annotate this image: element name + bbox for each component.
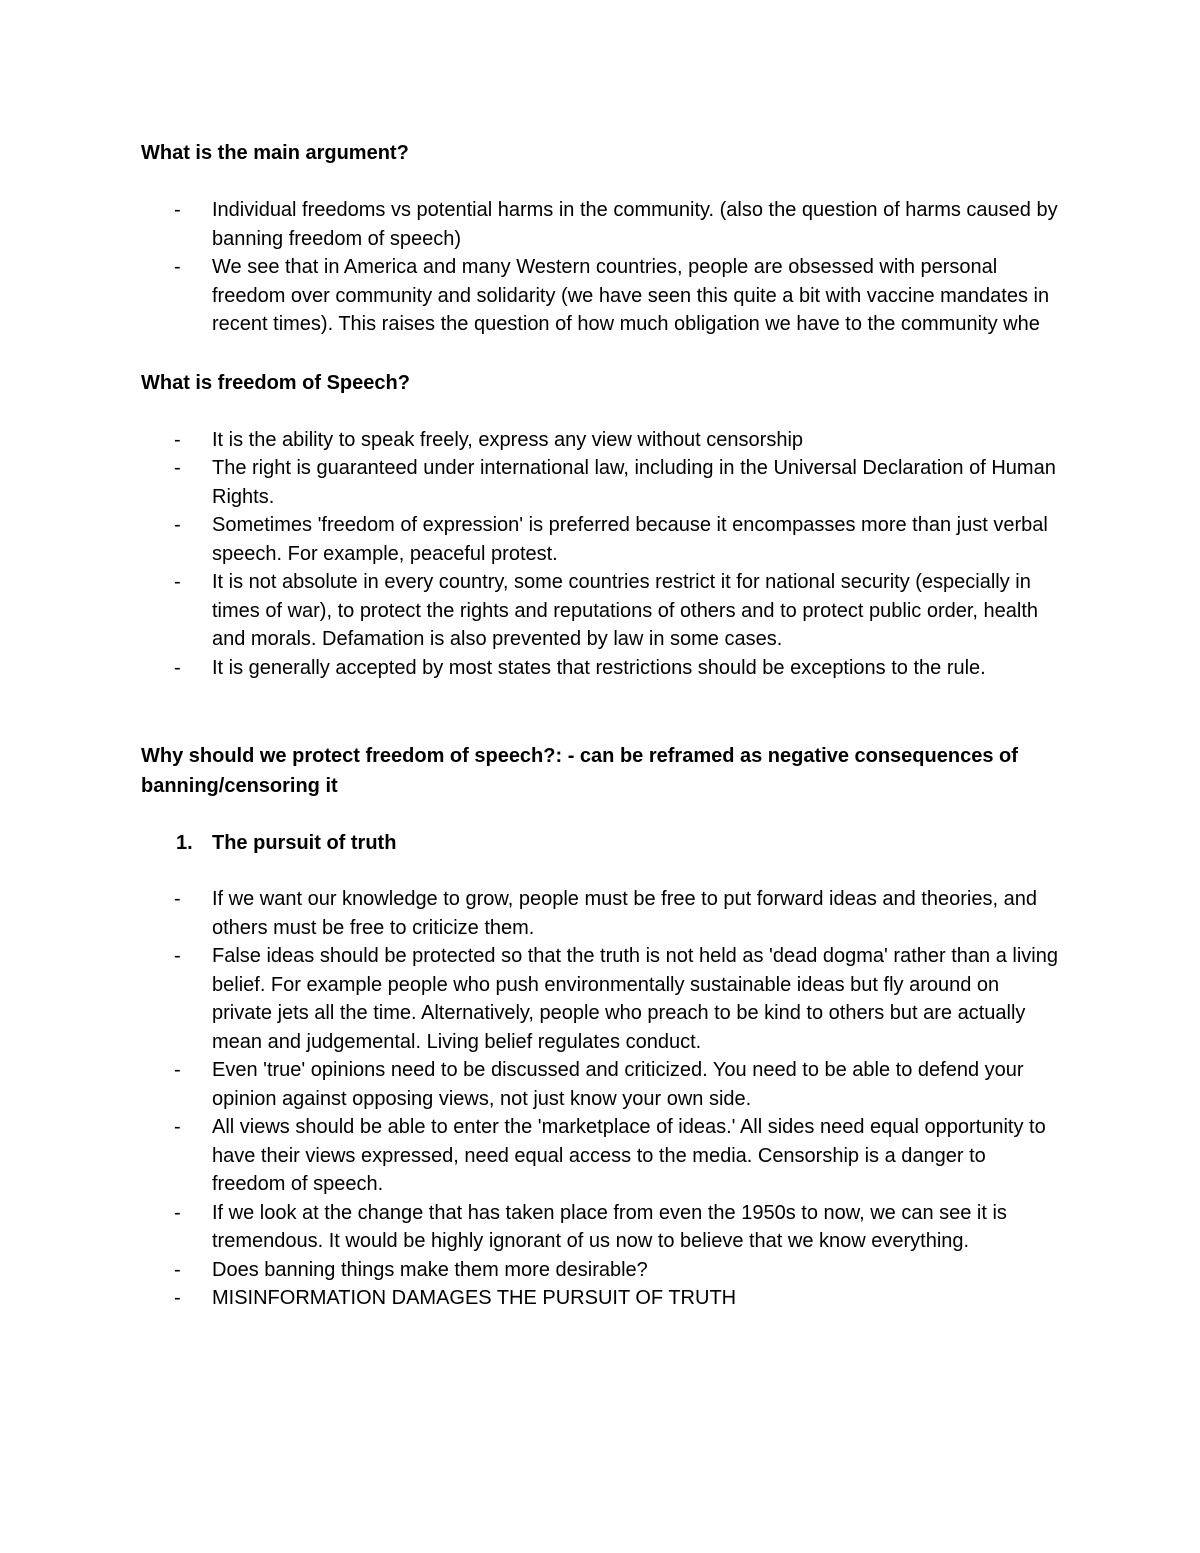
- list-item: - Even 'true' opinions need to be discussed and criticized. You need to be able to defend your opinion against opposing views, not just know your own side.: [141, 1056, 1060, 1113]
- list-item: - It is not absolute in every country, some countries restrict it for national security (especially in times of war), to protect the rights and reputations of others and to protect public order, health and morals. Defamation is also prevented by law in some cases.: [141, 568, 1060, 654]
- list-item: - Sometimes 'freedom of expression' is preferred because it encompasses more than just verbal speech. For example, peaceful protest.: [141, 511, 1060, 568]
- list-item: - It is generally accepted by most states that restrictions should be exceptions to the rule.: [141, 654, 1060, 683]
- bullet-dash: -: [174, 1201, 181, 1224]
- list-item: - MISINFORMATION DAMAGES THE PURSUIT OF TRUTH: [141, 1284, 1060, 1313]
- bullet-dash: -: [174, 571, 181, 593]
- numbered-subheading-pursuit-of-truth: [141, 829, 1060, 858]
- subheading-text: The pursuit of truth: [212, 832, 397, 854]
- bullet-dash: -: [174, 199, 181, 221]
- list-item: - False ideas should be protected so that the truth is not held as 'dead dogma' rather than a living belief. For example people who push environmentally sustainable ideas but fly around on private jets all the time. Alternatively, people who preach to be kind to others but are actually mean and judgemental. Living belief regulates conduct.: [141, 942, 1060, 1056]
- list-item: - Individual freedoms vs potential harms in the community. (also the question of harms caused by banning freedom of speech): [141, 196, 1060, 253]
- list-item: - The right is guaranteed under international law, including in the Universal Declaration of Human Rights.: [141, 454, 1060, 511]
- list-item: - We see that in America and many Western countries, people are obsessed with personal freedom over community and solidarity (we have seen this quite a bit with vaccine mandates in recent times). This raises the question of how much obligation we have to the community whe: [141, 253, 1060, 339]
- list-item: - If we want our knowledge to grow, people must be free to put forward ideas and theories, and others must be free to criticize them.: [141, 885, 1060, 942]
- bullet-dash: -: [174, 457, 181, 479]
- bullet-list-pursuit-of-truth: [141, 885, 1060, 1313]
- bullet-dash: -: [174, 514, 181, 536]
- list-number: 1.: [176, 832, 193, 854]
- bullet-dash: -: [174, 656, 181, 679]
- list-item: - If we look at the change that has taken place from even the 1950s to now, we can see it is tremendous. It would be highly ignorant of us now to believe that we know everything.: [141, 1199, 1060, 1256]
- bullet-dash: -: [174, 428, 181, 451]
- list-item: - Does banning things make them more desirable?: [141, 1256, 1060, 1285]
- list-item: - All views should be able to enter the 'marketplace of ideas.' All sides need equal opportunity to have their views expressed, need equal access to the media. Censorship is a danger to freedom of speech.: [141, 1113, 1060, 1199]
- bullet-dash: -: [174, 256, 181, 278]
- bullet-dash: -: [174, 1258, 181, 1281]
- section-heading-why-protect: Why should we protect freedom of speech?: - can be reframed as negative consequences of banning/censoring it: [141, 745, 1018, 797]
- bullet-dash: -: [174, 1287, 181, 1309]
- bullet-dash: -: [174, 1059, 181, 1081]
- section-heading-main-argument: What is the main argument?: [141, 142, 409, 164]
- bullet-list-freedom-of-speech: [141, 426, 1060, 683]
- section-heading-freedom-of-speech: What is freedom of Speech?: [141, 371, 410, 394]
- bullet-dash: -: [174, 1116, 181, 1138]
- bullet-dash: -: [174, 888, 181, 910]
- list-item: - It is the ability to speak freely, express any view without censorship: [141, 426, 1060, 455]
- bullet-dash: -: [174, 945, 181, 967]
- bullet-list-main-argument: [141, 196, 1060, 339]
